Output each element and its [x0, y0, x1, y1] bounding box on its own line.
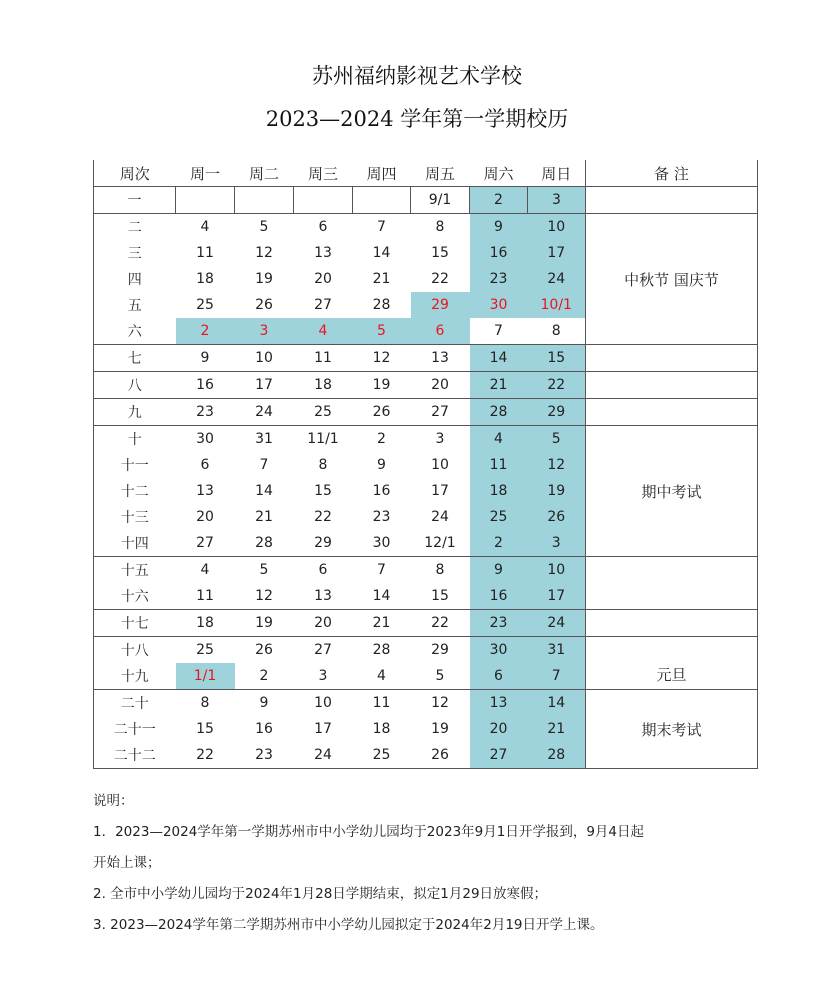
- day-cell: 18: [294, 372, 353, 399]
- day-cell: 22: [431, 271, 449, 287]
- calendar-title: 2023—2024 学年第一学期校历: [265, 107, 569, 131]
- day-cell: 28: [372, 642, 391, 658]
- week-number: 十四: [94, 530, 176, 557]
- day-cell: 19: [353, 372, 411, 399]
- day-cell: 8: [435, 219, 445, 235]
- day-cell: 30: [470, 292, 528, 318]
- day-cell: 16: [470, 240, 528, 266]
- remark-cell: [586, 610, 758, 637]
- day-cell: 17: [528, 583, 586, 610]
- day-cell: 27: [176, 530, 235, 557]
- column-header: 备 注: [586, 160, 758, 187]
- day-cell: 12/1: [411, 530, 470, 557]
- week-number: 八: [94, 372, 176, 399]
- day-cell: 5: [259, 219, 269, 235]
- column-header: 周六: [470, 160, 528, 187]
- week-number: 九: [94, 399, 176, 426]
- week-row: [94, 214, 758, 241]
- week-number: 一: [94, 187, 176, 214]
- day-cell: 9: [259, 695, 269, 711]
- column-header: 周二: [235, 160, 294, 187]
- day-cell: 31: [528, 637, 586, 664]
- notes-heading: 说明：: [93, 793, 134, 809]
- day-cell: 21: [353, 610, 411, 637]
- day-cell: 16: [470, 583, 528, 610]
- day-cell: 23: [470, 266, 528, 292]
- day-cell: 21: [255, 509, 273, 525]
- day-cell: 23: [176, 399, 235, 426]
- day-cell: 18: [176, 610, 235, 637]
- day-cell: [353, 187, 411, 214]
- day-cell: 30: [196, 431, 214, 447]
- day-cell: 22: [176, 742, 235, 769]
- week-number: 十: [94, 426, 176, 453]
- week-number: 四: [94, 266, 176, 292]
- remark-cell: [586, 399, 758, 426]
- day-cell: 30: [470, 637, 528, 664]
- note-line: 1．2023—2024学年第一学期苏州市中小学幼儿园均于2023年9月1日开学报到，9月4日起: [93, 824, 645, 840]
- day-cell: 29: [411, 292, 470, 318]
- day-cell: 20: [470, 716, 528, 742]
- day-cell: 6: [411, 318, 470, 345]
- day-cell: 10/1: [528, 292, 586, 318]
- day-cell: 5: [411, 663, 470, 690]
- day-cell: 10: [528, 214, 586, 241]
- day-cell: 11: [294, 345, 353, 372]
- week-number: 二十二: [94, 742, 176, 769]
- week-row: [94, 399, 758, 426]
- week-row: [94, 690, 758, 717]
- remark-cell: 元旦: [586, 637, 758, 690]
- calendar-table: [93, 160, 758, 769]
- day-cell: 27: [470, 742, 528, 769]
- day-cell: 11: [470, 452, 528, 478]
- day-cell: [294, 187, 353, 214]
- week-number: 十七: [94, 610, 176, 637]
- day-cell: 7: [377, 562, 386, 578]
- day-cell: 13: [411, 345, 470, 372]
- week-row: [94, 557, 758, 584]
- day-cell: 5: [528, 426, 586, 453]
- day-cell: 8: [528, 318, 586, 345]
- day-cell: 5: [259, 562, 269, 578]
- day-cell: 2: [470, 530, 528, 557]
- day-cell: 26: [411, 742, 470, 769]
- day-cell: 14: [528, 690, 586, 717]
- day-cell: 17: [235, 372, 294, 399]
- day-cell: 26: [255, 297, 273, 313]
- week-number: 七: [94, 345, 176, 372]
- day-cell: 29: [528, 399, 586, 426]
- day-cell: 25: [196, 297, 214, 313]
- day-cell: 13: [196, 483, 214, 499]
- day-cell: 30: [353, 530, 411, 557]
- day-cell: 14: [353, 583, 411, 610]
- week-number: 二十: [94, 690, 176, 717]
- day-cell: 4: [200, 219, 210, 235]
- day-cell: [176, 187, 235, 214]
- day-cell: 15: [196, 721, 214, 737]
- day-cell: 7: [470, 318, 528, 345]
- column-header: 周一: [176, 160, 235, 187]
- day-cell: 9: [377, 457, 386, 473]
- day-cell: 28: [470, 399, 528, 426]
- week-number: 十五: [94, 557, 176, 584]
- day-cell: 9/1: [411, 187, 470, 214]
- day-cell: 25: [196, 642, 214, 658]
- week-number: 十六: [94, 583, 176, 610]
- day-cell: 19: [255, 271, 273, 287]
- day-cell: 14: [372, 245, 391, 261]
- day-cell: 21: [528, 716, 586, 742]
- day-cell: 20: [294, 610, 353, 637]
- day-cell: 18: [372, 721, 391, 737]
- day-cell: 6: [318, 219, 328, 235]
- day-cell: 15: [314, 483, 332, 499]
- day-cell: 23: [372, 509, 391, 525]
- column-header: 周五: [411, 160, 470, 187]
- day-cell: 7: [259, 457, 269, 473]
- day-cell: 12: [255, 245, 273, 261]
- day-cell: 24: [431, 509, 449, 525]
- day-cell: 3: [528, 530, 586, 557]
- day-cell: 21: [470, 372, 528, 399]
- day-cell: 26: [255, 642, 273, 658]
- remark-cell: 期中考试: [586, 426, 758, 557]
- header-row: [94, 160, 758, 187]
- day-cell: 22: [314, 509, 332, 525]
- day-cell: 25: [353, 742, 411, 769]
- day-cell: 2: [176, 318, 235, 345]
- week-row: [94, 345, 758, 372]
- day-cell: 17: [528, 240, 586, 266]
- day-cell: 6: [200, 457, 210, 473]
- day-cell: 3: [235, 318, 294, 345]
- day-cell: 25: [294, 399, 353, 426]
- day-cell: 12: [528, 452, 586, 478]
- day-cell: 14: [255, 483, 273, 499]
- day-cell: 10: [235, 345, 294, 372]
- week-number: 六: [94, 318, 176, 345]
- day-cell: 6: [470, 663, 528, 690]
- day-cell: 16: [176, 372, 235, 399]
- day-cell: 5: [353, 318, 411, 345]
- day-cell: 11/1: [307, 431, 339, 447]
- day-cell: 31: [255, 431, 273, 447]
- day-cell: 10: [528, 557, 586, 584]
- week-row: [94, 426, 758, 453]
- day-cell: 16: [255, 721, 273, 737]
- week-row: [94, 187, 758, 214]
- day-cell: 4: [353, 663, 411, 690]
- column-header: 周四: [353, 160, 411, 187]
- day-cell: 11: [196, 245, 214, 261]
- day-cell: 28: [528, 742, 586, 769]
- day-cell: 25: [470, 504, 528, 530]
- week-number: 三: [94, 240, 176, 266]
- day-cell: 20: [196, 509, 214, 525]
- day-cell: 6: [318, 562, 328, 578]
- day-cell: 24: [528, 266, 586, 292]
- day-cell: 22: [411, 610, 470, 637]
- day-cell: 13: [294, 583, 353, 610]
- remark-cell: 期末考试: [586, 690, 758, 769]
- day-cell: 24: [294, 742, 353, 769]
- day-cell: 9: [176, 345, 235, 372]
- day-cell: 20: [314, 271, 332, 287]
- week-row: [94, 610, 758, 637]
- day-cell: 4: [294, 318, 353, 345]
- day-cell: 17: [431, 483, 449, 499]
- remark-cell: [586, 372, 758, 399]
- day-cell: 17: [314, 721, 332, 737]
- day-cell: 15: [431, 245, 449, 261]
- day-cell: 4: [200, 562, 210, 578]
- day-cell: 8: [200, 695, 210, 711]
- day-cell: 7: [528, 663, 586, 690]
- day-cell: 1/1: [176, 663, 235, 690]
- day-cell: 27: [411, 399, 470, 426]
- day-cell: 11: [176, 583, 235, 610]
- day-cell: 2: [235, 663, 294, 690]
- day-cell: 29: [431, 642, 449, 658]
- day-cell: 2: [470, 187, 528, 214]
- day-cell: 19: [528, 478, 586, 504]
- remark-cell: 中秋节 国庆节: [586, 214, 758, 345]
- remark-cell: [586, 557, 758, 610]
- remark-cell: [586, 345, 758, 372]
- week-number: 十一: [94, 452, 176, 478]
- day-cell: 10: [431, 457, 449, 473]
- week-number: 五: [94, 292, 176, 318]
- day-cell: 13: [314, 245, 332, 261]
- day-cell: 28: [372, 297, 391, 313]
- day-cell: 7: [377, 219, 386, 235]
- day-cell: 3: [528, 187, 586, 214]
- day-cell: 20: [411, 372, 470, 399]
- week-number: 十二: [94, 478, 176, 504]
- day-cell: 8: [318, 457, 328, 473]
- day-cell: 18: [470, 478, 528, 504]
- day-cell: 24: [528, 610, 586, 637]
- day-cell: 13: [470, 690, 528, 717]
- day-cell: 10: [314, 695, 332, 711]
- day-cell: 16: [372, 483, 391, 499]
- day-cell: 19: [235, 610, 294, 637]
- day-cell: 28: [235, 530, 294, 557]
- week-row: [94, 637, 758, 664]
- day-cell: 18: [196, 271, 214, 287]
- remark-cell: [586, 187, 758, 214]
- day-cell: 26: [353, 399, 411, 426]
- day-cell: 11: [372, 695, 391, 711]
- day-cell: 24: [235, 399, 294, 426]
- day-cell: 3: [294, 663, 353, 690]
- day-cell: 12: [353, 345, 411, 372]
- week-row: [94, 372, 758, 399]
- day-cell: 9: [470, 557, 528, 584]
- column-header: 周三: [294, 160, 353, 187]
- note-line: 3. 2023—2024学年第二学期苏州市中小学幼儿园拟定于2024年2月19日开学上课。: [93, 917, 604, 933]
- week-number: 十三: [94, 504, 176, 530]
- day-cell: 23: [470, 610, 528, 637]
- notes-section: [93, 786, 793, 941]
- day-cell: 9: [470, 214, 528, 241]
- week-number: 十八: [94, 637, 176, 664]
- note-line: 开始上课；: [93, 855, 161, 871]
- day-cell: 12: [235, 583, 294, 610]
- day-cell: 15: [528, 345, 586, 372]
- day-cell: 26: [528, 504, 586, 530]
- column-header: 周日: [528, 160, 586, 187]
- day-cell: [235, 187, 294, 214]
- day-cell: 21: [372, 271, 391, 287]
- day-cell: 8: [435, 562, 445, 578]
- day-cell: 3: [435, 431, 445, 447]
- day-cell: 27: [314, 297, 332, 313]
- day-cell: 23: [235, 742, 294, 769]
- note-line: 2. 全市中小学幼儿园均于2024年1月28日学期结束，拟定1月29日放寒假；: [93, 886, 548, 902]
- day-cell: 4: [470, 426, 528, 453]
- day-cell: 19: [431, 721, 449, 737]
- week-number: 二: [94, 214, 176, 241]
- day-cell: 14: [470, 345, 528, 372]
- day-cell: 15: [411, 583, 470, 610]
- school-name: 苏州福纳影视艺术学校: [312, 64, 522, 88]
- week-number: 十九: [94, 663, 176, 690]
- day-cell: 2: [377, 431, 386, 447]
- day-cell: 27: [314, 642, 332, 658]
- column-header: 周次: [94, 160, 176, 187]
- day-cell: 12: [431, 695, 449, 711]
- day-cell: 29: [294, 530, 353, 557]
- day-cell: 22: [528, 372, 586, 399]
- week-number: 二十一: [94, 716, 176, 742]
